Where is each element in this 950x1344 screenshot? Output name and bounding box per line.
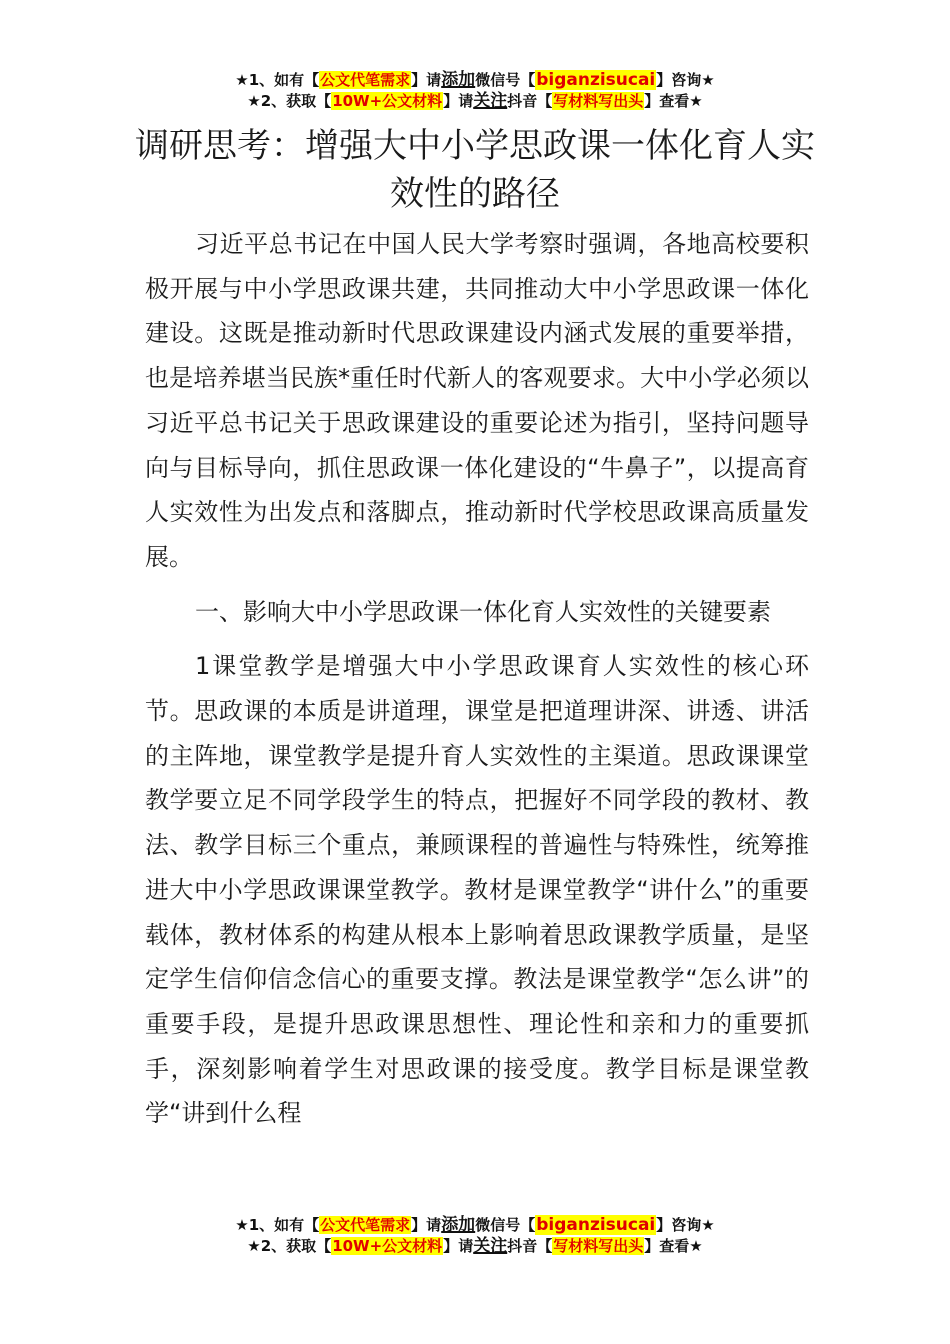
banner-text: 抖音【 [507,1237,553,1255]
footer-banner [0,1215,950,1257]
banner-prefix: ★2、获取【 [247,1237,332,1255]
paragraph-classroom-teaching: 1课堂教学是增强大中小学思政课育人实效性的核心环节。思政课的本质是讲道理，课堂是把道理讲深、讲透、讲活的主阵地，课堂教学是提升育人实效性的主渠道。思政课课堂教学要立足不同学段学生的特点，把握好不同学段的教材、教法、教学目标三个重点，兼顾课程的普遍性与特殊性，统筹推进大中小学思政课课堂教学。教材是课堂教学“讲什么”的重要载体，教材体系的构建从根本上影响着思政课教学质量，是坚定学生信仰信念信心的重要支撑。教法是课堂教学“怎么讲”的重要手段，是提升思政课思想性、理论性和亲和力的重要抓手，深刻影响着学生对思政课的接受度。教学目标是课堂教学“讲到什么程 [145,652,809,1128]
section-heading: 一、影响大中小学思政课一体化育人实效性的关键要素 [195,597,771,626]
banner-prefix: ★1、如有【 [235,1216,320,1234]
banner-line-2 [0,1236,950,1257]
banner-text: 微信号【 [475,71,536,89]
banner-suffix: 】查看★ [644,1237,703,1255]
banner-suffix: 】咨询★ [656,71,715,89]
banner-suffix: 】咨询★ [656,1216,715,1234]
banner-line-2 [0,91,950,112]
banner-highlight-douyin: 写材料写出头 [553,1237,644,1255]
banner-text: 】请 [443,92,474,110]
banner-text: 抖音【 [507,92,553,110]
banner-text: 】请 [411,1216,442,1234]
banner-text: 】请 [443,1237,474,1255]
banner-highlight-douyin: 写材料写出头 [553,92,644,110]
banner-line-1 [0,70,950,91]
banner-highlight-wechat-id: biganzisucai [536,70,656,90]
banner-prefix: ★1、如有【 [235,71,320,89]
banner-underlined-text: 添加 [441,1215,476,1235]
banner-underlined-text: 添加 [441,70,476,90]
banner-line-1 [0,1215,950,1236]
banner-underlined-text: 关注 [473,1236,508,1256]
document-body [145,222,809,1136]
banner-text: 微信号【 [475,1216,536,1234]
banner-suffix: 】查看★ [644,92,703,110]
banner-highlight-wechat-id: biganzisucai [536,1215,656,1235]
banner-prefix: ★2、获取【 [247,92,332,110]
banner-highlight-service: 公文代笔需求 [320,71,411,89]
banner-underlined-text: 关注 [473,91,508,111]
banner-highlight-materials: 10W+公文材料 [332,1237,443,1255]
banner-highlight-service: 公文代笔需求 [320,1216,411,1234]
banner-text: 】请 [411,71,442,89]
document-title: 调研思考：增强大中小学思政课一体化育人实效性的路径 [135,126,815,214]
paragraph-intro: 习近平总书记在中国人民大学考察时强调，各地高校要积极开展与中小学思政课共建，共同推动大中小学思政课一体化建设。这既是推动新时代思政课建设内涵式发展的重要举措，也是培养堪当民族*重任时代新人的客观要求。大中小学必须以习近平总书记关于思政课建设的重要论述为指引，坚持问题导向与目标导向，抓住思政课一体化建设的“牛鼻子”，以提高育人实效性为出发点和落脚点，推动新时代学校思政课高质量发展。 [145,230,809,571]
banner-highlight-materials: 10W+公文材料 [332,92,443,110]
header-banner [0,70,950,112]
